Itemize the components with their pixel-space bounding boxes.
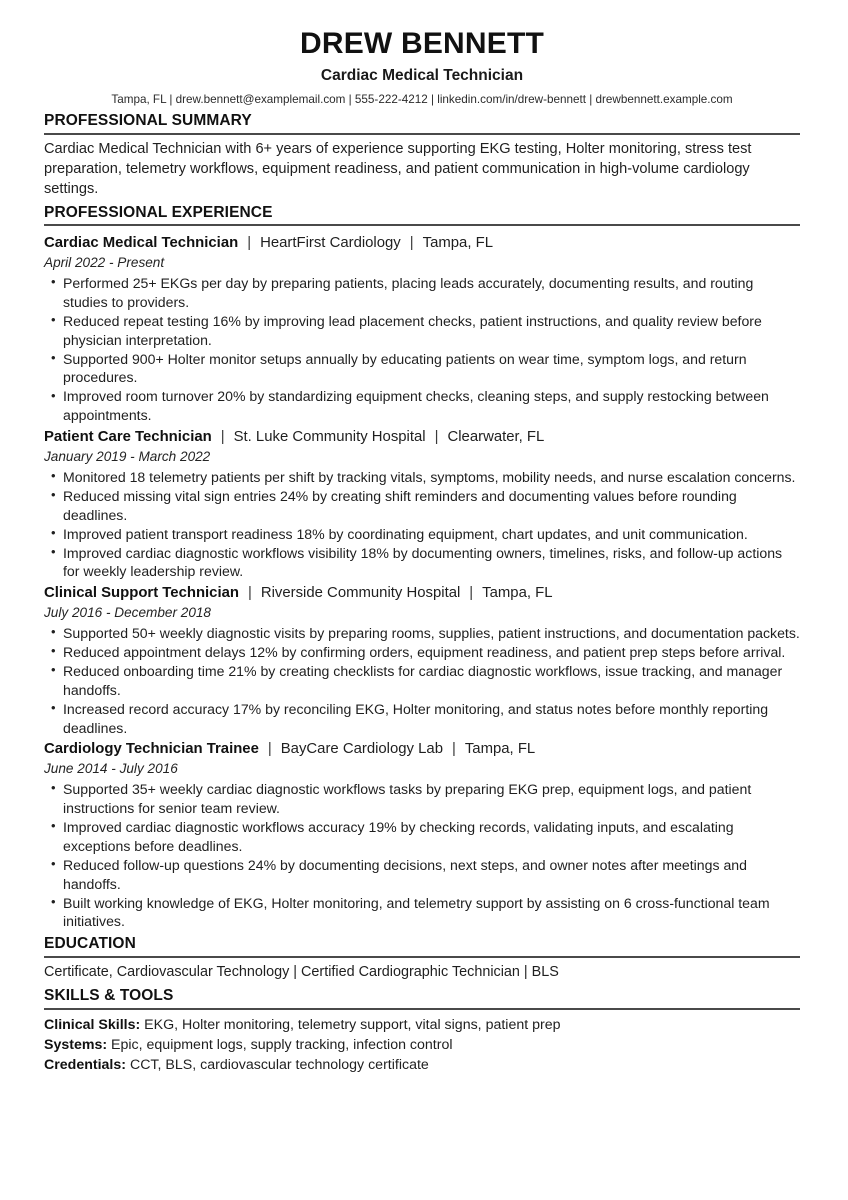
skill-group	[44, 1035, 800, 1055]
job-dates: January 2019 - March 2022	[44, 449, 211, 465]
job-company: HeartFirst Cardiology	[260, 235, 401, 252]
skill-group-label: Systems:	[44, 1036, 108, 1053]
job-bullet: • Improved room turnover 20% by standardizing equipment checks, cleaning steps, and supply restocking between appointments.	[44, 387, 800, 425]
job-bullet: • Performed 25+ EKGs per day by preparing patients, placing leads accurately, documenting results, and routing studies to providers.	[44, 274, 800, 312]
summary-body	[44, 135, 800, 200]
section-title-experience: PROFESSIONAL EXPERIENCE	[44, 203, 800, 227]
experience-entry	[44, 583, 800, 737]
experience-body	[44, 226, 800, 931]
education-body	[44, 958, 800, 983]
skill-group	[44, 1015, 800, 1035]
education-entry: Certificate, Cardiovascular Technology | Certified Cardiographic Technician | BLS	[44, 964, 559, 981]
skill-group-value: CCT, BLS, cardiovascular technology certificate	[126, 1057, 429, 1074]
job-headline	[44, 739, 800, 760]
section-professional-summary	[44, 111, 800, 199]
job-bullet: • Supported 900+ Holter monitor setups annually by educating patients on wear time, symptom logs, and return procedures.	[44, 350, 800, 388]
job-bullet: • Improved cardiac diagnostic workflows accuracy 19% by checking records, validating inputs, and escalating exceptions before deadlines.	[44, 818, 800, 856]
job-bullet: • Supported 50+ weekly diagnostic visits by preparing rooms, supplies, patient instructions, and documentation packets.	[44, 624, 800, 643]
job-title: Clinical Support Technician	[44, 585, 239, 602]
job-location: Tampa, FL	[422, 235, 493, 252]
skill-group	[44, 1055, 800, 1075]
job-separator-icon: |	[451, 741, 456, 758]
job-headline	[44, 583, 800, 604]
job-bullet: • Improved patient transport readiness 18% by coordinating equipment, chart updates, and unit communication.	[44, 525, 800, 544]
job-bullet: • Reduced repeat testing 16% by improving lead placement checks, patient instructions, and quality review before physician interpretation.	[44, 312, 800, 350]
summary-text: Cardiac Medical Technician with 6+ years of experience supporting EKG testing, Holter monitoring, stress test preparation, telemetry workflows, equipment readiness, and patient communication in high-volume cardiology settings.	[44, 141, 752, 197]
job-headline	[44, 427, 800, 448]
skills-body	[44, 1010, 800, 1076]
contact-line: Tampa, FL | drew.bennett@examplemail.com | 555-222-4212 | linkedin.com/in/drew-bennett | drewbennett.example.com	[111, 92, 733, 106]
job-bullets	[44, 468, 800, 582]
section-title-summary: PROFESSIONAL SUMMARY	[44, 111, 800, 135]
job-bullet: • Built working knowledge of EKG, Holter monitoring, and telemetry support by assisting on 6 cross-functional team initiatives.	[44, 894, 800, 932]
job-bullet: • Supported 35+ weekly cardiac diagnostic workflows tasks by preparing EKG prep, equipment logs, and patient instructions for senior team review.	[44, 780, 800, 818]
job-company: St. Luke Community Hospital	[233, 429, 426, 446]
job-separator-icon: |	[434, 429, 439, 446]
job-bullet: • Increased record accuracy 17% by reconciling EKG, Holter monitoring, and status notes before monthly reporting deadlines.	[44, 700, 800, 738]
job-bullet: • Reduced appointment delays 12% by confirming orders, equipment readiness, and patient prep steps before arrival.	[44, 643, 800, 662]
skill-group-value: EKG, Holter monitoring, telemetry support, vital signs, patient prep	[140, 1016, 561, 1033]
job-title: Patient Care Technician	[44, 429, 212, 446]
job-title: Cardiac Medical Technician	[44, 235, 239, 252]
job-location: Tampa, FL	[464, 741, 536, 758]
experience-entry	[44, 233, 800, 425]
experience-entry	[44, 427, 800, 581]
job-company: Riverside Community Hospital	[260, 585, 461, 602]
job-bullet: • Reduced follow-up questions 24% by documenting decisions, next steps, and owner notes after meetings and handoffs.	[44, 856, 800, 894]
section-professional-experience	[44, 203, 800, 932]
section-skills-tools	[44, 986, 800, 1076]
job-bullets	[44, 624, 800, 738]
experience-entry	[44, 739, 800, 931]
job-separator-icon: |	[247, 235, 252, 252]
skill-group-label: Clinical Skills:	[44, 1016, 141, 1033]
candidate-name: DREW BENNETT	[299, 27, 545, 60]
job-headline	[44, 233, 800, 254]
job-bullet: • Monitored 18 telemetry patients per shift by tracking vitals, symptoms, mobility needs, and nurse escalation concerns.	[44, 468, 800, 487]
job-bullet: • Reduced onboarding time 21% by creating checklists for cardiac diagnostic workflows, issue tracking, and manager handoffs.	[44, 662, 800, 700]
skill-group-value: Epic, equipment logs, supply tracking, infection control	[107, 1036, 453, 1053]
job-dates: July 2016 - December 2018	[44, 605, 211, 621]
job-company: BayCare Cardiology Lab	[280, 741, 443, 758]
job-bullet: • Reduced missing vital sign entries 24% by creating shift reminders and documenting values before rounding deadlines.	[44, 487, 800, 525]
job-bullet: • Improved cardiac diagnostic workflows visibility 18% by documenting owners, timelines, risks, and follow-up actions for weekly leadership review.	[44, 544, 800, 582]
job-separator-icon: |	[247, 585, 252, 602]
job-bullets	[44, 274, 800, 426]
candidate-headline: Cardiac Medical Technician	[320, 67, 524, 85]
job-separator-icon: |	[220, 429, 225, 446]
job-dates: June 2014 - July 2016	[44, 761, 178, 777]
job-separator-icon: |	[267, 741, 272, 758]
job-location: Tampa, FL	[482, 585, 553, 602]
resume-header	[44, 26, 800, 107]
job-title: Cardiology Technician Trainee	[44, 741, 259, 758]
job-separator-icon: |	[469, 585, 474, 602]
job-dates: April 2022 - Present	[44, 255, 165, 271]
job-separator-icon: |	[409, 235, 414, 252]
skill-group-label: Credentials:	[44, 1057, 126, 1074]
section-title-skills: SKILLS & TOOLS	[44, 986, 800, 1010]
job-bullets	[44, 780, 800, 932]
section-education	[44, 934, 800, 982]
job-location: Clearwater, FL	[447, 429, 545, 446]
section-title-education: EDUCATION	[44, 934, 800, 958]
